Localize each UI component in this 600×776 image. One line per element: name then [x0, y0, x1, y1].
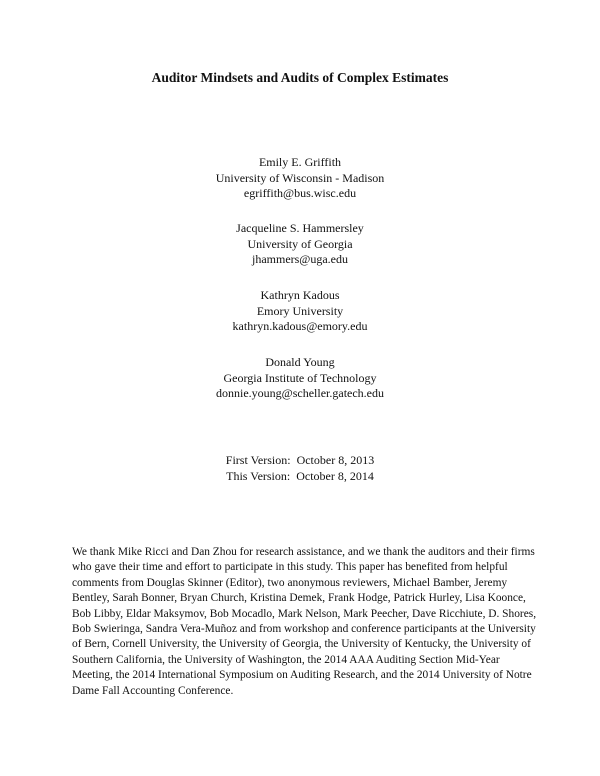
author-email: egriffith@bus.wisc.edu	[243, 186, 357, 200]
paper-title: Auditor Mindsets and Audits of Complex Estimates	[151, 70, 449, 85]
version-dates	[0, 453, 600, 484]
author-block	[0, 288, 600, 335]
author-email: donnie.young@scheller.gatech.edu	[216, 386, 384, 400]
author-block	[0, 221, 600, 268]
author-name: Kathryn Kadous	[260, 288, 340, 302]
this-version: This Version: October 8, 2014	[226, 468, 374, 483]
author-block	[0, 355, 600, 402]
author-email: kathryn.kadous@emory.edu	[232, 319, 368, 333]
author-block	[0, 155, 600, 202]
first-version: First Version: October 8, 2013	[225, 453, 375, 467]
author-affiliation: Emory University	[256, 303, 344, 318]
author-name: Emily E. Griffith	[258, 155, 342, 169]
author-affiliation: Georgia Institute of Technology	[223, 370, 377, 385]
author-name: Jacqueline S. Hammersley	[236, 221, 364, 235]
author-affiliation: University of Georgia	[247, 236, 353, 251]
author-name: Donald Young	[265, 355, 335, 369]
author-affiliation: University of Wisconsin - Madison	[215, 170, 385, 185]
acknowledgment-paragraph: We thank Mike Ricci and Dan Zhou for research assistance, and we thank the auditors and their firms who gave their time and effort to participate in this study. This paper has benefited from helpful comments from Douglas Skinner (Editor), two anonymous reviewers, Michael Bamber, Jeremy Bentley, Sarah Bonner, Bryan Church, Kristina Demek, Frank Hodge, Patrick Hurley, Lisa Koonce, Bob Libby, Eldar Maksymov, Bob Mocadlo, Mark Nelson, Mark Peecher, Dave Ricchiute, D. Shores, Bob Swieringa, Sandra Vera-Muñoz and from workshop and conference participants at the University of Bern, Cornell University, the University of Georgia, the University of Kentucky, the University of Southern California, the University of Washington, the 2014 AAA Auditing Section Mid-Year Meeting, the 2014 International Symposium on Auditing Research, and the 2014 University of Notre Dame Fall Accounting Conference.	[72, 546, 537, 697]
author-email: jhammers@uga.edu	[251, 252, 349, 266]
